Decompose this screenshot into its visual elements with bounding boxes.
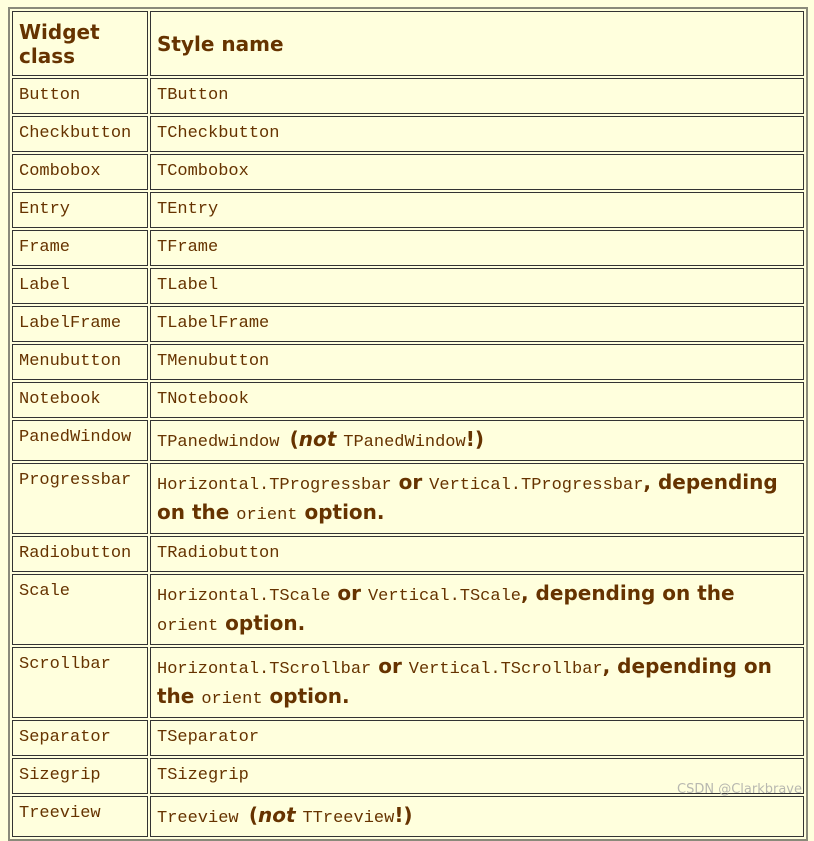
code-text: TEntry <box>157 200 219 219</box>
description-text: , depending on the <box>157 654 779 708</box>
code-text: Vertical.TScale <box>367 587 521 606</box>
style-name-cell <box>150 154 804 190</box>
code-text: TRadiobutton <box>157 544 280 563</box>
description-text: or <box>391 470 430 494</box>
code-text: TCheckbutton <box>157 124 280 143</box>
header-style-name: Style name <box>150 11 804 76</box>
style-name-cell <box>150 192 804 228</box>
style-name-cell <box>150 720 804 756</box>
table-row <box>12 647 804 718</box>
table-row <box>12 78 804 114</box>
style-name-cell <box>150 796 804 837</box>
code-text: TPanedwindow <box>157 433 290 452</box>
code-text: Horizontal.TScrollbar <box>157 660 372 679</box>
header-widget-class: Widget class <box>12 11 148 76</box>
description-text: option. <box>297 500 385 524</box>
description-text: option. <box>218 611 306 635</box>
code-text: Vertical.TScrollbar <box>408 660 603 679</box>
widget-class-cell: Frame <box>12 230 148 266</box>
style-name-cell <box>150 78 804 114</box>
widget-class-cell: Notebook <box>12 382 148 418</box>
widget-class-cell: Sizegrip <box>12 758 148 794</box>
description-text: , depending on the <box>157 470 785 524</box>
description-text <box>296 803 303 827</box>
table-row <box>12 463 804 534</box>
description-text: !) <box>465 427 484 451</box>
widget-class-cell: PanedWindow <box>12 420 148 461</box>
code-text: Horizontal.TProgressbar <box>157 476 392 495</box>
widget-class-cell: LabelFrame <box>12 306 148 342</box>
widget-class-cell: Button <box>12 78 148 114</box>
code-text: Treeview <box>157 809 249 828</box>
table-row <box>12 154 804 190</box>
widget-class-cell: Scrollbar <box>12 647 148 718</box>
style-name-cell <box>150 647 804 718</box>
widget-style-table <box>8 7 808 841</box>
widget-class-cell: Progressbar <box>12 463 148 534</box>
widget-class-cell: Menubutton <box>12 344 148 380</box>
code-text: TLabel <box>157 276 219 295</box>
code-text: orient <box>157 617 219 636</box>
table-row <box>12 536 804 572</box>
style-name-cell <box>150 116 804 152</box>
widget-class-cell: Label <box>12 268 148 304</box>
code-text: TSizegrip <box>157 766 249 785</box>
style-name-cell <box>150 306 804 342</box>
table-row <box>12 796 804 837</box>
code-text: TLabelFrame <box>157 314 270 333</box>
description-text: not <box>257 803 296 827</box>
table-row <box>12 268 804 304</box>
table-header-row <box>12 11 804 76</box>
description-text: !) <box>394 803 413 827</box>
code-text: orient <box>201 690 263 709</box>
widget-class-cell: Scale <box>12 574 148 645</box>
table-row <box>12 230 804 266</box>
style-name-cell <box>150 536 804 572</box>
table-row <box>12 574 804 645</box>
widget-class-cell: Treeview <box>12 796 148 837</box>
widget-class-cell: Radiobutton <box>12 536 148 572</box>
code-text: TButton <box>157 86 229 105</box>
code-text: Vertical.TProgressbar <box>429 476 644 495</box>
description-text: ( <box>289 427 299 451</box>
style-name-cell <box>150 463 804 534</box>
style-name-cell <box>150 574 804 645</box>
style-name-cell <box>150 344 804 380</box>
code-text: TNotebook <box>157 390 249 409</box>
table-row <box>12 344 804 380</box>
widget-class-cell: Combobox <box>12 154 148 190</box>
description-text: , depending on the <box>521 581 742 605</box>
code-text: TPanedWindow <box>343 433 466 452</box>
style-name-cell <box>150 268 804 304</box>
code-text: TCombobox <box>157 162 249 181</box>
table-row <box>12 382 804 418</box>
table-row <box>12 306 804 342</box>
code-text: orient <box>236 506 298 525</box>
table-row <box>12 420 804 461</box>
code-text: TMenubutton <box>157 352 270 371</box>
description-text: ( <box>248 803 258 827</box>
style-name-cell <box>150 230 804 266</box>
description-text: not <box>298 427 337 451</box>
widget-class-cell: Separator <box>12 720 148 756</box>
table-row <box>12 720 804 756</box>
code-text: Horizontal.TScale <box>157 587 331 606</box>
description-text: or <box>371 654 409 678</box>
widget-class-cell: Entry <box>12 192 148 228</box>
code-text: TSeparator <box>157 728 260 747</box>
description-text: or <box>330 581 368 605</box>
description-text: option. <box>262 684 350 708</box>
watermark: CSDN @Clarkbrave <box>677 782 802 797</box>
style-name-cell <box>150 382 804 418</box>
style-name-cell <box>150 420 804 461</box>
code-text: TTreeview <box>302 809 395 828</box>
table-row <box>12 192 804 228</box>
code-text: TFrame <box>157 238 219 257</box>
widget-class-cell: Checkbutton <box>12 116 148 152</box>
table-row <box>12 116 804 152</box>
